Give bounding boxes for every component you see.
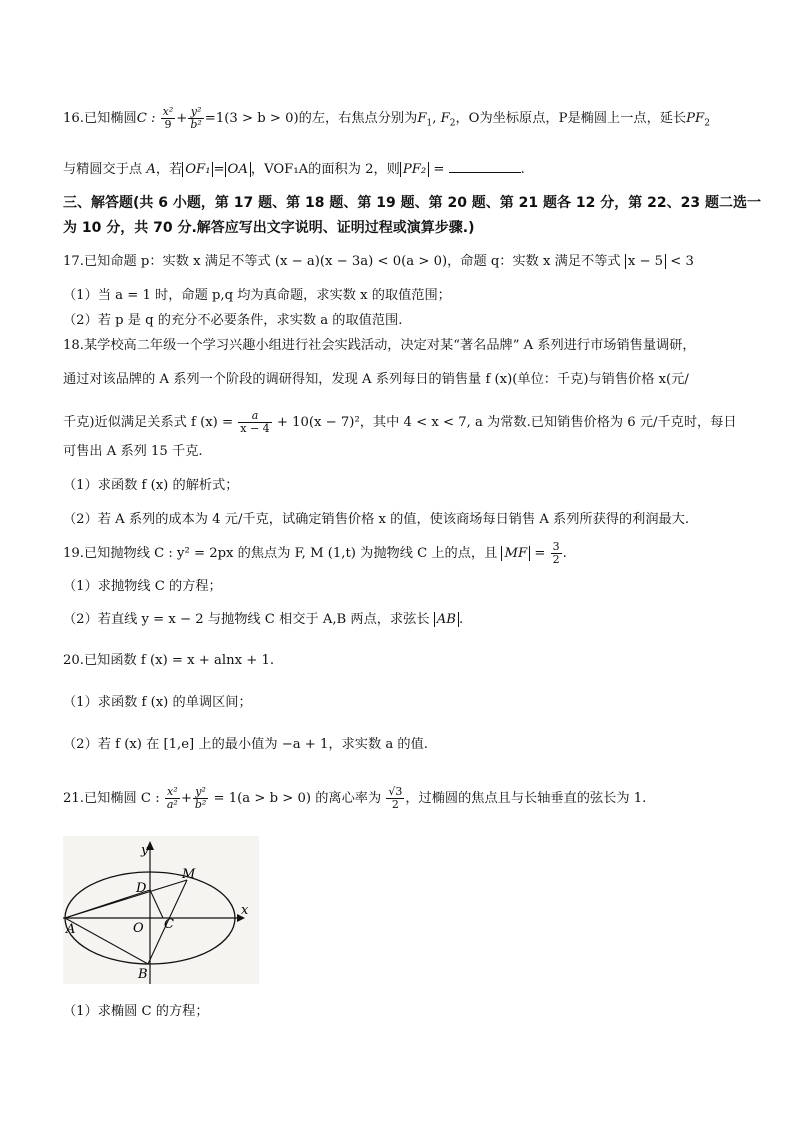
q18-line1: 18.某学校高二年级一个学习兴趣小组进行社会实践活动，决定对某“著名品牌” A 系列进行市场销售量调研， xyxy=(63,338,696,353)
label-C: C xyxy=(164,917,174,932)
q17-abs: x − 5 xyxy=(625,254,666,269)
q16-l2-f: OA xyxy=(225,162,251,177)
q19-sub2-b: . xyxy=(458,612,464,627)
q19-stem-a: 19.已知抛物线 C : y² = 2px 的焦点为 F, M (1,t) 为抛物线 C 上的点，且 xyxy=(63,546,502,561)
q16-text: 16.已知椭圆 xyxy=(63,111,137,126)
q16-condition: =1(3 > b > 0) xyxy=(204,111,299,126)
q16-l2-a: 与精圆交于点 xyxy=(63,162,143,177)
q16-l2-c: ，若 xyxy=(155,162,183,177)
q19-stem xyxy=(63,541,734,566)
q18-sub2: （2）若 A 系列的成本为 4 元/千克，试确定销售价格 x 的值，使该商场每日销售 A 系列所获得的利润最大. xyxy=(63,512,690,527)
q18-line3-a: 千克)近似满足关系式 f (x) = xyxy=(63,415,238,430)
q16-frac1: $\frac{\text{x²}}{9}$ xyxy=(162,105,174,131)
q18-sub1: （1）求函数 f (x) 的解析式； xyxy=(63,478,239,493)
q21-stem-b: = 1(a > b > 0) 的离心率为 xyxy=(209,791,386,806)
q21-sub1: （1）求椭圆 C 的方程； xyxy=(63,1004,209,1019)
q20-sub2: （2）若 f (x) 在 [1,e] 上的最小值为 −a + 1，求实数 a 的值. xyxy=(63,737,428,752)
q19-sub2-a: （2）若直线 y = x − 2 与抛物线 C 相交于 A,B 两点，求弦长 xyxy=(63,612,434,627)
q16-line1: 16.已知椭圆C : $\frac{\text{x²}}{9}$ + $\frac{\text{y²}}{\text{b²}}$ =1(3 > b > 0)的左，右焦点分别为$F_1$, $F_2$，O为坐标原点，P是椭圆上一点，延长$PF_2$ xyxy=(63,105,710,131)
q21-stem: 21.已知椭圆 C : $\frac{\text{x²}}{\text{a²}}$ + $\frac{\text{y²}}{\text{b²}}$ = 1(a > b > 0) 的离心率为 $\frac{√3}{2}$ ，过椭圆的焦点且与长轴垂直的弦长为 1. xyxy=(63,785,647,811)
q16-line2 xyxy=(63,160,734,180)
q16-l2-b: A xyxy=(146,162,156,177)
label-B: B xyxy=(138,967,148,982)
q17-stem xyxy=(63,252,734,272)
q21-frac2: $\frac{\text{y²}}{\text{b²}}$ xyxy=(194,785,207,811)
label-D: D xyxy=(136,881,147,896)
q21-stem-c: ，过椭圆的焦点且与长轴垂直的弦长为 1. xyxy=(405,791,647,806)
q19-abs: MF xyxy=(501,546,530,561)
q18-line3-b: + 10(x − 7)²，其中 4 < x < 7, a 为常数.已知销售价格为 6 元/千克时，每日 xyxy=(272,415,737,430)
section3-heading-line1: 三、解答题(共 6 小题，第 17 题、第 18 题、第 19 题、第 20 题、第 21 题各 12 分，第 22、23 题二选一 xyxy=(63,195,761,211)
label-O: O xyxy=(133,921,144,936)
q16-focus-label: F xyxy=(417,111,427,126)
ellipse-figure xyxy=(63,836,259,984)
section3-heading-line2: 为 10 分，共 70 分.解答应写出文字说明、证明过程或演算步骤.) xyxy=(63,220,475,236)
q17-sub2: （2）若 p 是 q 的充分不必要条件，求实数 a 的取值范围. xyxy=(63,313,403,328)
label-x: x xyxy=(241,903,249,918)
q21-stem-a: 21.已知椭圆 C : xyxy=(63,791,164,806)
q17-stem-text: 17.已知命题 p：实数 x 满足不等式 (x − a)(x − 3a) < 0(a > 0)，命题 q：实数 x 满足不等式 xyxy=(63,254,625,269)
q16-text-d: ，O为坐标原点， xyxy=(455,111,559,126)
q16-l2-g: ，VOF₁A的面积为 2，则 xyxy=(250,162,400,177)
q19-sub1: （1）求抛物线 C 的方程； xyxy=(63,579,222,594)
q18-line3 xyxy=(63,409,737,435)
ellipse-diagram xyxy=(63,836,259,984)
label-y: y xyxy=(141,843,149,858)
q21-eccentricity: $\frac{√3}{2}$ xyxy=(388,785,403,811)
q16-text-b: 的左，右焦点分别为 xyxy=(298,111,418,126)
q16-frac2: $\frac{\text{y²}}{\text{b²}}$ xyxy=(190,105,202,131)
q19-frac: $\frac{3}{2}$ xyxy=(552,540,560,566)
q16-l2-j: . xyxy=(520,162,525,177)
q17-sub1: （1）当 a = 1 时，命题 p,q 均为真命题，求实数 x 的取值范围； xyxy=(63,288,451,303)
q16-text-e: P是椭圆上一点，延长 xyxy=(558,111,687,126)
label-M: M xyxy=(182,867,196,882)
q20-sub1: （1）求函数 f (x) 的单调区间； xyxy=(63,695,252,710)
q16-l2-h: PF₂ xyxy=(400,162,429,177)
q16-l2-i: = xyxy=(429,162,449,177)
q21-frac1: $\frac{\text{x²}}{\text{a²}}$ xyxy=(166,785,178,811)
q18-line2: 通过对该品牌的 A 系列一个阶段的调研得知，发现 A 系列每日的销售量 f (x)(单位：千克)与销售价格 x(元/ xyxy=(63,372,689,387)
q16-pf2: PF xyxy=(686,111,705,126)
q16-ellipse-label: C : xyxy=(136,111,160,126)
q16-l2-d: OF₁ xyxy=(182,162,213,177)
q18-frac: $\frac{a}{x - 4}$ xyxy=(240,409,270,435)
q16-l2-e: = xyxy=(213,162,225,177)
q20-stem: 20.已知函数 f (x) = x + alnx + 1. xyxy=(63,653,275,668)
q17-stem-end: < 3 xyxy=(666,254,694,269)
q19-stem-b: = xyxy=(530,546,550,561)
answer-blank xyxy=(449,160,521,173)
q18-line4: 可售出 A 系列 15 千克. xyxy=(63,444,203,459)
label-A: A xyxy=(66,922,76,937)
q19-sub2-abs: AB xyxy=(434,612,459,627)
q19-sub2 xyxy=(63,610,734,630)
q19-stem-c: . xyxy=(562,546,567,561)
